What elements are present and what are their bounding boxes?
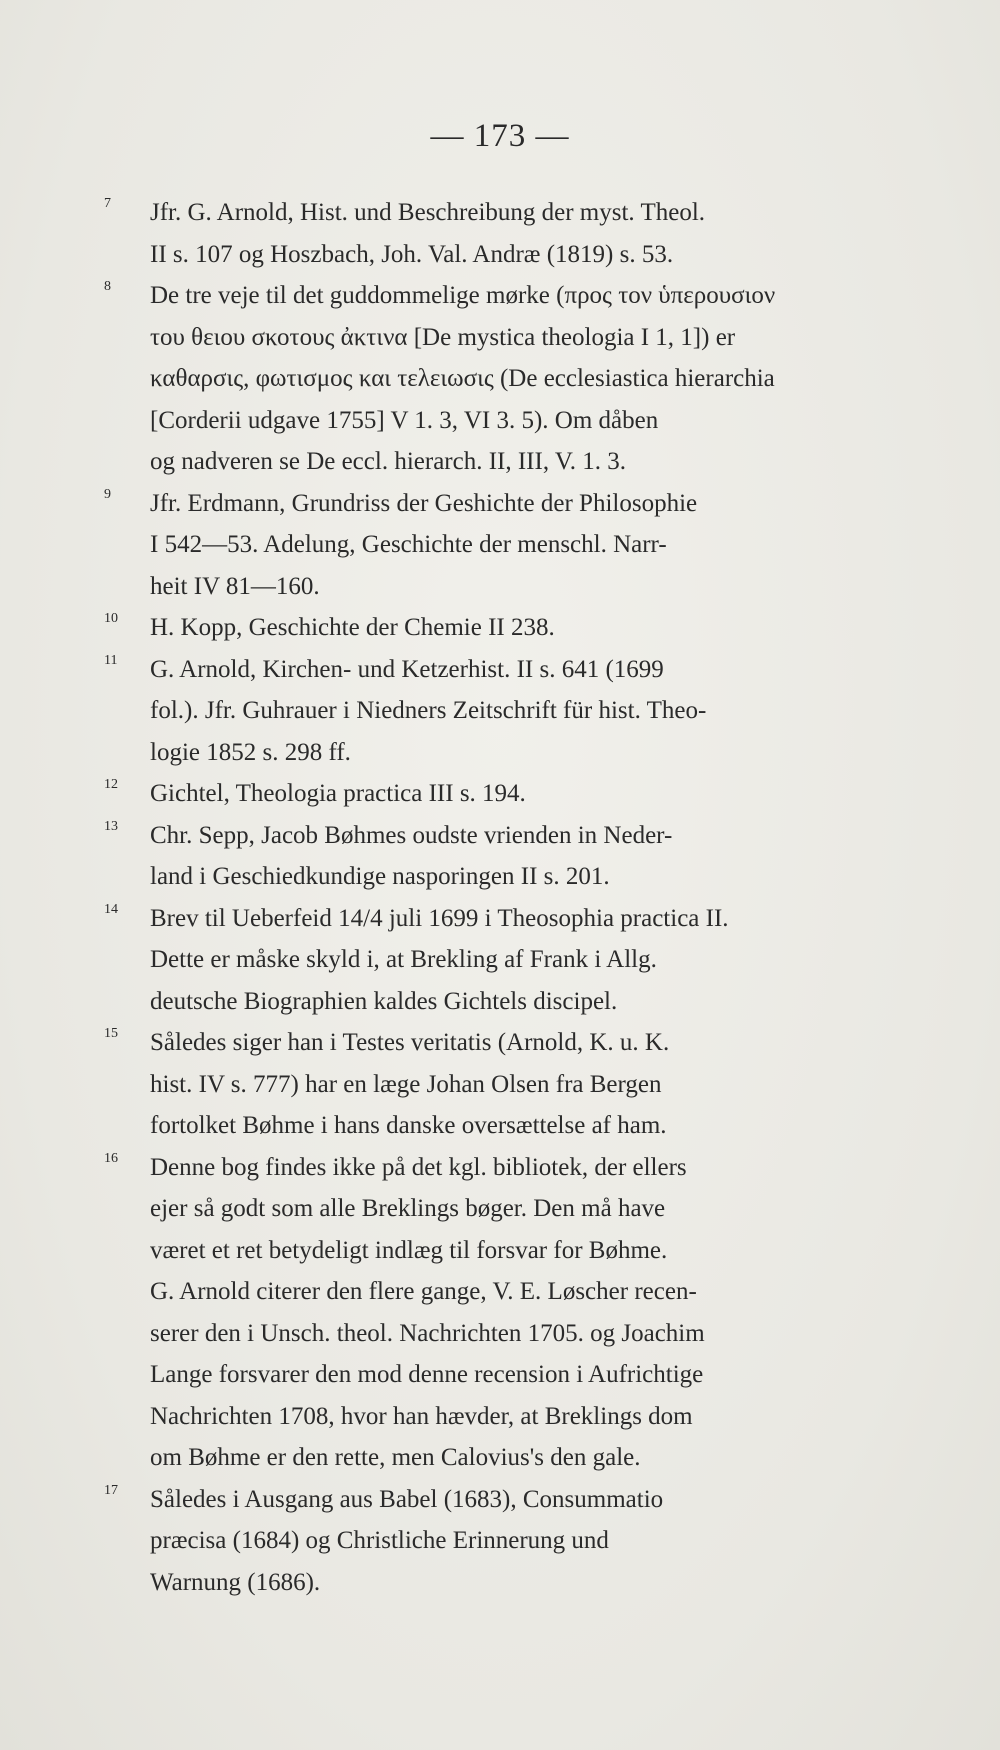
footnote-text: Således siger han i Testes veritatis (Arnold, K. u. K. hist. IV s. 777) har en læge Johan Olsen fra Bergen fortolket Bøhme i hans danske oversættelse af ham. (150, 1029, 670, 1139)
footnote-number: 8 (104, 279, 111, 294)
footnote-number: 15 (104, 1026, 118, 1041)
footnote-list (104, 192, 900, 1603)
footnote-number: 16 (104, 1150, 118, 1166)
footnote (104, 649, 900, 774)
footnote-text: De tre veje til det guddommelige mørke (προς τον ὑπερουσιον του θειου σκοτους ἀκτινα [De mystica theologia I 1, 1]) er καθαρσις, φωτισμος και τελειωσις (De ecclesiastica hierarchia [Corderii udgave 1755] V 1. 3, VI 3. 5). Om dåben og nadveren se De eccl. hierarch. II, III, V. 1. 3. (150, 282, 776, 475)
footnote (104, 483, 900, 608)
footnote-text: Denne bog findes ikke på det kgl. bibliotek, der ellers ejer så godt som alle Breklings bøger. Den må have været et ret betydeligt indlæg til forsvar for Bøhme. G. Arnold citerer den flere gange, V. E. Løscher recen- serer den i Unsch. theol. Nachrichten 1705. og Joachim Lange forsvarer den mod denne recension i Aufrichtige Nachrichten 1708, hvor han hævder, at Breklings dom om Bøhme er den rette, men Calovius's den gale. (150, 1153, 705, 1471)
footnote-number: 17 (104, 1482, 118, 1498)
footnote-text: Gichtel, Theologia practica III s. 194. (150, 780, 526, 807)
footnote-number: 13 (104, 818, 118, 834)
footnote-number: 12 (104, 777, 118, 792)
footnote (104, 607, 900, 649)
footnote (104, 275, 900, 483)
footnote-text: Brev til Ueberfeid 14/4 juli 1699 i Theosophia practica II. Dette er måske skyld i, at Brekling af Frank i Allg. deutsche Biographien kaldes Gichtels discipel. (150, 904, 729, 1015)
footnote-text: Chr. Sepp, Jacob Bøhmes oudste vrienden in Neder- land i Geschiedkundige nasporingen II s. 201. (150, 821, 673, 890)
footnote-text: H. Kopp, Geschichte der Chemie II 238. (150, 614, 555, 641)
footnote-number: 11 (104, 652, 118, 668)
footnote-number: 14 (104, 901, 118, 917)
footnote (104, 773, 900, 815)
footnote-text: G. Arnold, Kirchen- und Ketzerhist. II s. 641 (1699 fol.). Jfr. Guhrauer i Niedners Zeitschrift für hist. Theo- logie 1852 s. 298 ff. (150, 655, 707, 766)
footnote-text: Således i Ausgang aus Babel (1683), Consummatio præcisa (1684) og Christliche Erinnerung und Warnung (1686). (150, 1485, 664, 1596)
footnote (104, 815, 900, 898)
page-number: — 173 — (430, 118, 570, 154)
footnote (104, 898, 900, 1023)
footnote-text: Jfr. Erdmann, Grundriss der Geshichte der Philosophie I 542—53. Adelung, Geschichte der menschl. Narr- heit IV 81—160. (150, 489, 698, 600)
footnote-number: 10 (104, 611, 118, 626)
footnote (104, 1022, 900, 1147)
footnote-number: 7 (104, 196, 111, 211)
footnote (104, 1479, 900, 1604)
footnote-number: 9 (104, 486, 111, 502)
footnote (104, 1147, 900, 1479)
footnote (104, 192, 900, 275)
footnote-text: Jfr. G. Arnold, Hist. und Beschreibung der myst. Theol. II s. 107 og Hoszbach, Joh. Val. Andræ (1819) s. 53. (150, 199, 706, 268)
